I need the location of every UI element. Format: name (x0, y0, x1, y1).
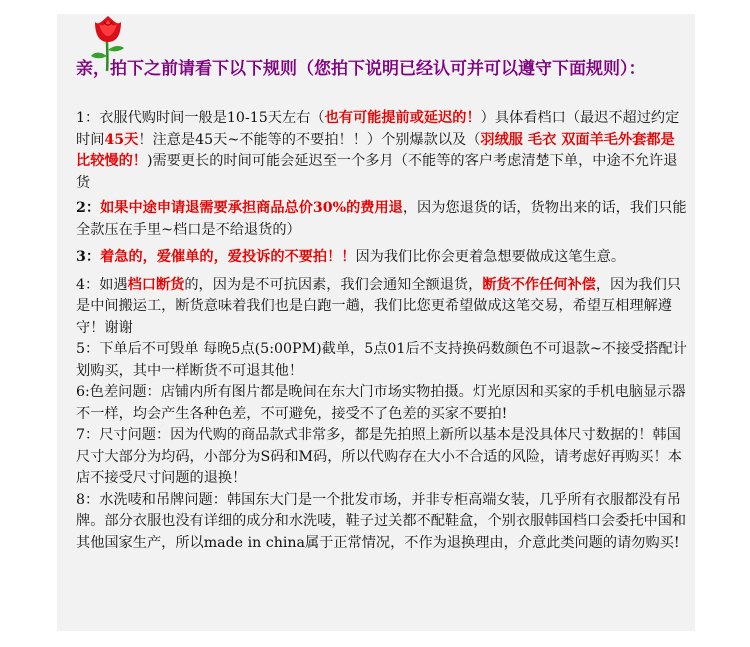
rule-4 (76, 275, 688, 340)
rule-4-text-c: 的，因为是不可抗因素，我们会通知全额退货， (184, 276, 483, 293)
rule-1-highlight-f: 羽绒服 毛衣 双面羊毛外套都是比较慢的！ (76, 131, 675, 169)
rule-1-text-c: ）具体看档口（最迟不超过约定时间 (76, 110, 680, 148)
rule-1-text-a: 1：衣服代购时间一般是10-15天左右（ (76, 110, 325, 126)
rules-body (76, 108, 688, 554)
rule-3-text-a: 3： (76, 249, 101, 265)
rule-6: 6:色差问题：店铺内所有图片都是晚间在东大门市场实物拍摄。灯光原因和买家的手机电脑显示器不一样，均会产生各种色差，不可避免，接受不了色差的买家不要拍! (76, 384, 686, 422)
rule-2 (76, 198, 688, 241)
page-title: 亲，拍下之前请看下以下规则（您拍下说明已经认可并可以遵守下面规则）： (76, 59, 646, 79)
rule-4-highlight-b: 档口断货 (127, 276, 185, 293)
rule-1-text-g: )需要更长的时间可能会延迟至一个多月（不能等的客户考虑清楚下单，中途不允许退货 (76, 153, 678, 191)
rule-1-highlight-d: 45天 (104, 131, 139, 148)
rule-7: 7：尺寸问题：因为代购的商品款式非常多，都是先拍照上新所以基本是没具体尺寸数据的！韩国尺寸大部分为均码，小部分为S码和M码，所以代购存在大小不合适的风险，请考虑好再购买！本店不接受尺寸问题的退换！ (76, 427, 682, 486)
rule-1-text-e: ！注意是45天~不能等的不要拍！！）个别爆款以及（ (138, 131, 481, 148)
rule-4-highlight-d: 断货不作任何补偿 (482, 276, 596, 293)
rule-3-highlight-b: 着急的，爱催单的，爱投诉的不要拍！！ (100, 249, 356, 265)
rule-2-text-a: 2： (76, 200, 101, 216)
rule-3 (76, 247, 688, 269)
rule-1 (76, 108, 688, 194)
rule-3-text-c: 因为我们比你会更着急想要做成这笔生意。 (355, 249, 626, 265)
rule-4-text-e: ，因为我们只是中间搬运工，断货意味着我们也是白跑一趟，我们比您更希望做成这笔交易，希望互相理解遵守！谢谢 (76, 276, 681, 336)
rule-1-highlight-b: 也有可能提前或延迟的！ (324, 110, 481, 126)
rule-4-text-a: 4：如遇 (76, 276, 128, 293)
rule-8: 8：水洗唛和吊牌问题：韩国东大门是一个批发市场，并非专柜高端女装，几乎所有衣服都没有吊牌。部分衣服也没有详细的成分和水洗唛，鞋子过关都不配鞋盒，个别衣服韩国档口会委托中国和其他国家生产，所以made in china属于正常情况，不作为退换理由，介意此类问题的请勿购买! (76, 491, 687, 551)
rule-2-highlight-b: 如果中途申请退需要承担商品总价30%的费用退 (100, 200, 403, 216)
rule-2-text-c: ，因为您退货的话，货物出来的话，我们只能全款压在手里~档口是不给退货的） (76, 200, 687, 238)
rule-5: 5：下单后不可毁单 每晚5点(5:00PM)截单，5点01后不支持换码数颜色不可退款~不接受搭配计划购买，其中一样断货不可退其他！ (76, 341, 687, 379)
